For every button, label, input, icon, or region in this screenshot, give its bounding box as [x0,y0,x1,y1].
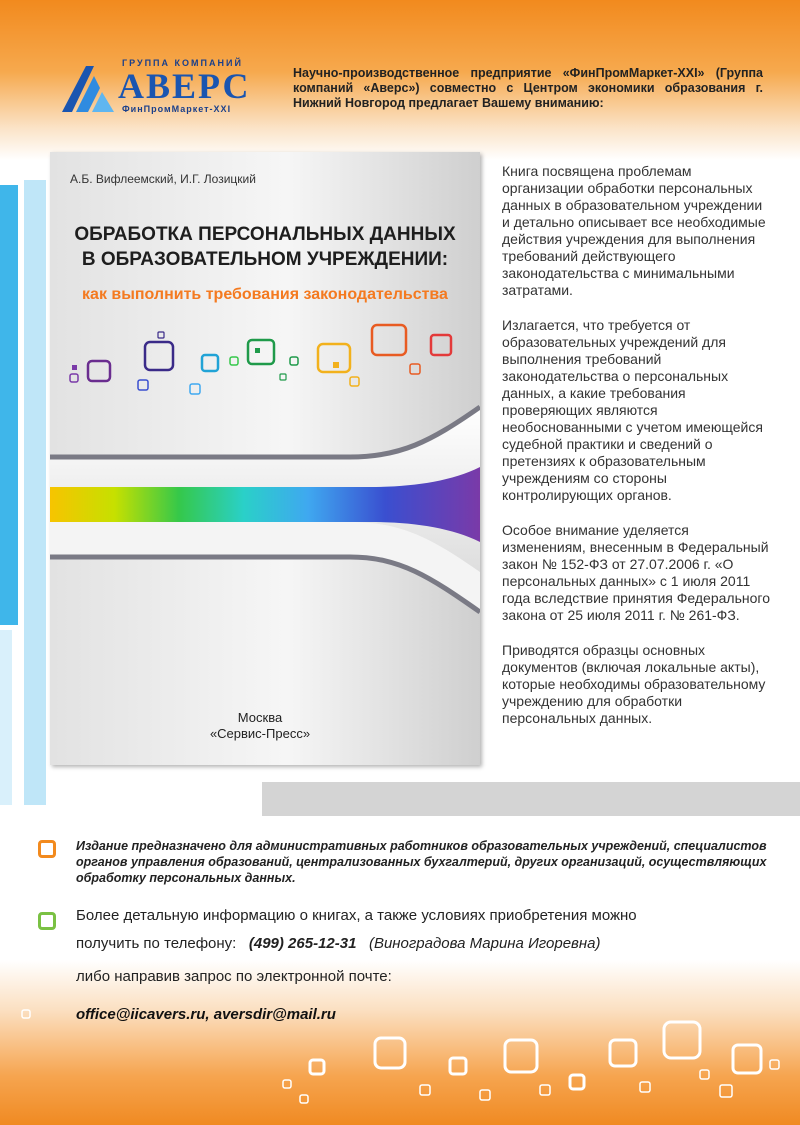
description-paragraph: Приводятся образцы основных документов (включая локальные акты), которые необходимы образовательному учреждению для обработки персональных данных. [502,642,766,726]
info-line: Более детальную информацию о книгах, а также условиях приобретения можно [76,907,637,924]
book-title [70,222,460,272]
description-paragraph: Книга посвящена проблемам организации обработки персональных данных в образовательном учреждении и детально описывает все необходимые действия учреждения для выполнения требований действующего законодательства с минимальными затратами. [502,163,766,298]
book-description [502,163,770,745]
orange-bullet-icon [38,840,56,858]
company-logo [60,58,285,116]
phone-number[interactable]: (499) 265-12-31 [248,935,357,952]
header-intro: Научно-производственное предприятие «ФинПромМаркет-XXI» (Группа компаний «Аверс») совместно с Центром экономики образования г. Нижний Новгород предлагает Вашему вниманию: [293,66,763,110]
audience-note: Издание предназначено для административных работников образовательных учреждений, специалистов органов управления образований, централизованных бухгалтерий, других организаций, осуществляющих обработку персональных данных. [76,839,767,885]
book-title-line: ОБРАБОТКА ПЕРСОНАЛЬНЫХ ДАННЫХ [74,224,456,245]
footer-squares [0,980,800,1125]
book-authors: А.Б. Вифлеемский, И.Г. Лозицкий [70,172,256,186]
decor-strip [0,630,12,805]
contact-person: (Виноградова Марина Игоревна) [368,935,601,952]
logo-sub-text: ФинПромМаркет-XXI [122,104,232,114]
green-bullet-icon [38,912,56,930]
logo-top-text: ГРУППА КОМПАНИЙ [122,58,243,68]
description-paragraph: Особое внимание уделяется изменениям, внесенным в Федеральный закон № 152-ФЗ от 27.07.2006 г. «О персональных данных» с 1 июля 2011 года вследствие принятия Федерального закона от 25 июля 2011 г. № 261-ФЗ. [502,522,770,623]
decor-strip [24,180,46,805]
email-intro: либо направив запрос по электронной почте: [76,968,392,985]
book-subtitle: как выполнить требования законодательства [82,286,448,303]
email-links[interactable]: office@iicavers.ru, aversdir@mail.ru [76,1006,336,1023]
phone-line [76,935,600,952]
book-cover [50,152,480,765]
decor-bar [262,782,800,816]
decor-strip [0,185,18,625]
description-paragraph: Излагается, что требуется от образовательных учреждений для выполнения требований законодательства о персональных данных, а какие требования проверяющих являются необоснованными с учетом имеющейся судебной практики и сведений о претензиях к образовательным учреждениям со стороны контролирующих органов. [502,317,763,503]
book-title-line: В ОБРАЗОВАТЕЛЬНОМ УЧРЕЖДЕНИИ: [81,249,449,270]
logo-main-text: АВЕРС [118,66,251,106]
book-publisher: «Сервис-Пресс» [209,726,311,741]
phone-label: получить по телефону: [76,935,237,952]
avers-logo-icon [60,64,116,114]
book-city: Москва [237,710,283,725]
